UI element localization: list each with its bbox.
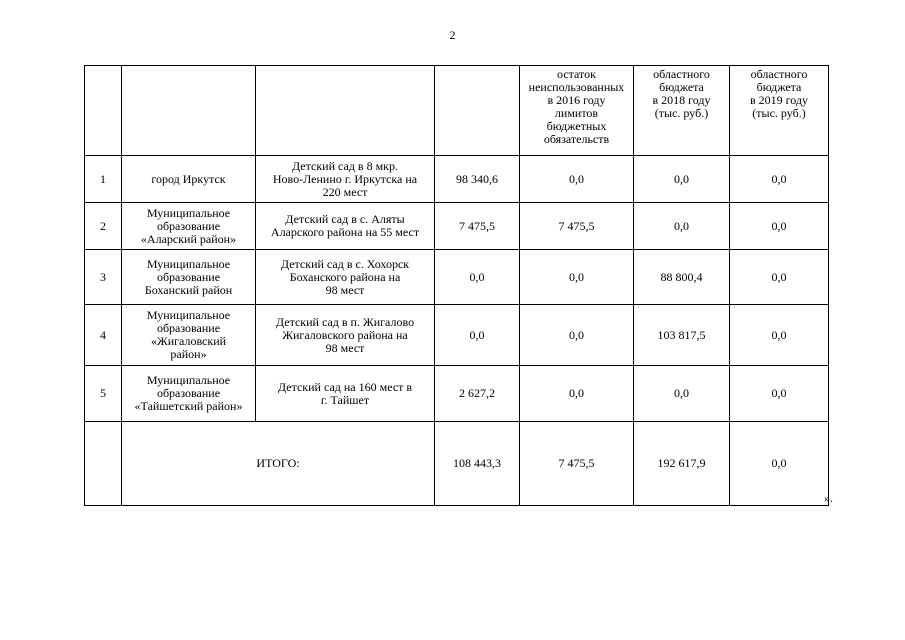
page-number: 2 [449, 28, 456, 42]
header-cell [85, 66, 122, 156]
total-value: 108 443,3 [435, 422, 520, 506]
table-row [85, 305, 829, 366]
value-cell: 0,0 [634, 203, 730, 250]
total-row [85, 422, 829, 506]
value-cell: 0,0 [435, 305, 520, 366]
object-cell: Детский сад в с. Аляты Аларского района на 55 мест [256, 203, 435, 250]
value-cell: 0,0 [730, 156, 829, 203]
header-cell [122, 66, 256, 156]
table-row [85, 250, 829, 305]
municipality-cell: Муниципальное образование «Аларский район» [122, 203, 256, 250]
value-cell: 0,0 [730, 305, 829, 366]
value-cell: 0,0 [520, 305, 634, 366]
closing-quote: ». [824, 491, 833, 505]
value-cell: 2 627,2 [435, 366, 520, 422]
table-row [85, 156, 829, 203]
object-cell: Детский сад в 8 мкр. Ново-Ленино г. Иркутска на 220 мест [256, 156, 435, 203]
value-cell: 0,0 [520, 366, 634, 422]
header-cell [256, 66, 435, 156]
total-label: ИТОГО: [122, 422, 435, 506]
value-cell: 0,0 [634, 366, 730, 422]
value-cell: 98 340,6 [435, 156, 520, 203]
municipality-cell: Муниципальное образование «Жигаловский район» [122, 305, 256, 366]
budget-table [84, 65, 829, 506]
table-row [85, 203, 829, 250]
municipality-cell: Муниципальное образование Боханский район [122, 250, 256, 305]
value-cell: 0,0 [730, 203, 829, 250]
value-cell: 103 817,5 [634, 305, 730, 366]
value-cell: 0,0 [520, 156, 634, 203]
row-number: 1 [85, 156, 122, 203]
row-number: 5 [85, 366, 122, 422]
value-cell: 0,0 [435, 250, 520, 305]
value-cell: 0,0 [730, 250, 829, 305]
row-number: 4 [85, 305, 122, 366]
row-number: 3 [85, 250, 122, 305]
value-cell: 7 475,5 [435, 203, 520, 250]
header-cell [435, 66, 520, 156]
value-cell: 7 475,5 [520, 203, 634, 250]
header-cell: остаток неиспользованных в 2016 году лимитов бюджетных обязательств [520, 66, 634, 156]
header-cell: областного бюджета в 2019 году (тыс. руб.) [730, 66, 829, 156]
total-value: 0,0 [730, 422, 829, 506]
municipality-cell: Муниципальное образование «Тайшетский район» [122, 366, 256, 422]
value-cell: 88 800,4 [634, 250, 730, 305]
object-cell: Детский сад в с. Хохорск Боханского района на 98 мест [256, 250, 435, 305]
value-cell: 0,0 [520, 250, 634, 305]
total-empty-cell [85, 422, 122, 506]
table-row [85, 366, 829, 422]
value-cell: 0,0 [634, 156, 730, 203]
municipality-cell: город Иркутск [122, 156, 256, 203]
header-cell: областного бюджета в 2018 году (тыс. руб.) [634, 66, 730, 156]
total-value: 7 475,5 [520, 422, 634, 506]
object-cell: Детский сад на 160 мест в г. Тайшет [256, 366, 435, 422]
row-number: 2 [85, 203, 122, 250]
object-cell: Детский сад в п. Жигалово Жигаловского района на 98 мест [256, 305, 435, 366]
total-value: 192 617,9 [634, 422, 730, 506]
value-cell: 0,0 [730, 366, 829, 422]
header-row [85, 66, 829, 156]
